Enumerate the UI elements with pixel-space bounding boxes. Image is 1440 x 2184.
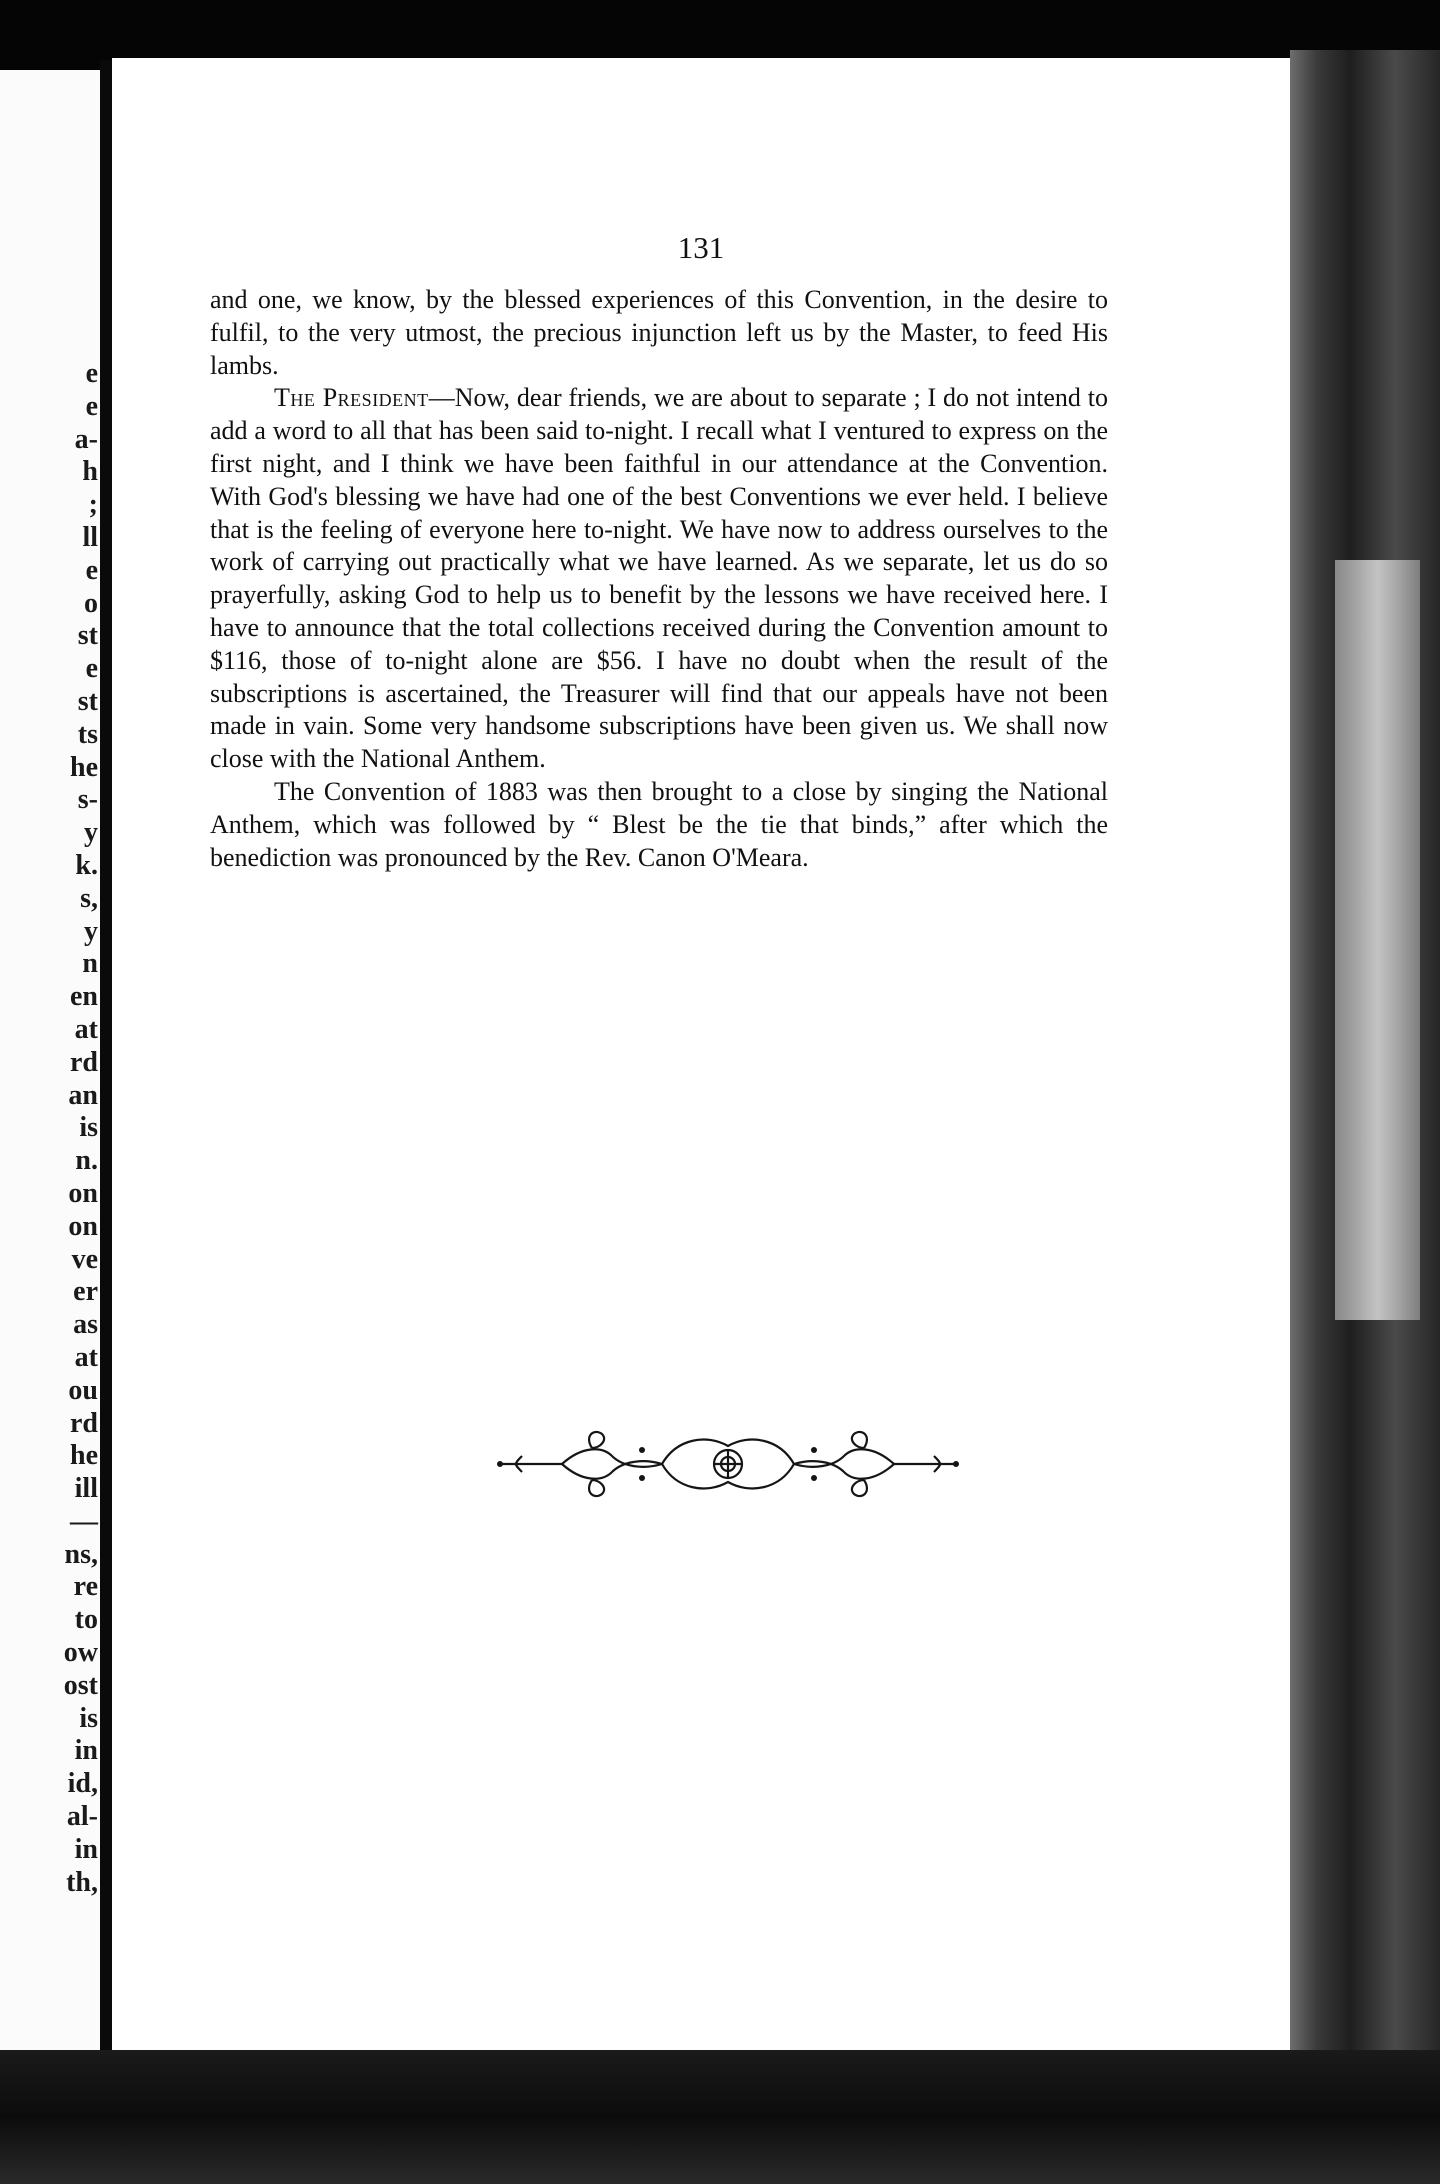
facing-page-line: e <box>85 653 98 685</box>
facing-page-line: s, <box>80 882 98 914</box>
facing-page-line: e <box>85 554 98 586</box>
facing-page-line: n <box>82 948 98 980</box>
facing-page-line: as <box>73 1309 98 1341</box>
facing-page-line: — <box>70 1505 98 1537</box>
facing-page-line: ; <box>88 489 98 521</box>
facing-page-line: ost <box>63 1669 98 1701</box>
facing-page-line: re <box>73 1571 98 1603</box>
facing-page-line: en <box>70 981 98 1013</box>
facing-page-line: rd <box>70 1046 98 1078</box>
paragraph-closing-remark: and one, we know, by the blessed experiences of this Convention, in the desire to fulfil, to the very utmost, the precious injunction left us by the Master, to feed His lambs. <box>210 285 1108 380</box>
facing-page-line: is <box>79 1702 98 1734</box>
facing-page-line: he <box>70 1440 98 1472</box>
book-page <box>112 58 1290 2056</box>
facing-page-line: y <box>84 915 98 947</box>
page-body <box>210 284 1108 874</box>
facing-page-line: st <box>77 685 98 717</box>
facing-page-line: ou <box>68 1374 98 1406</box>
scan-bottom-border <box>0 2050 1440 2184</box>
facing-page-line: in <box>74 1833 98 1865</box>
president-speech-text: —Now, dear friends, we are about to separate ; I do not intend to add a word to all that has been said to-night. I recall what I ventured to express on the first night, and I think we have been faithful in our attendance at the Convention. With God's blessing we have had one of the best Conventions we ever held. I believe that is the feeling of everyone here to-night. We have now to address ourselves to the work of carrying out practically what we have learned. As we separate, let us do so prayerfully, asking God to help us to benefit by the lessons we have received here. I have to announce that the total collections received during the Convention amount to $116, those of to-night alone are $56. I have no doubt when the result of the subscriptions is ascertained, the Treasurer will find that our appeals have not been made in vain. Some very handsome subscriptions have been given us. We shall now close with the National Anthem. <box>210 383 1108 774</box>
facing-page-line: is <box>79 1112 98 1144</box>
facing-page-line: he <box>70 751 98 783</box>
facing-page-line: st <box>77 620 98 652</box>
facing-page-line: o <box>84 587 98 619</box>
facing-page-line: to <box>74 1604 98 1636</box>
facing-page-line: an <box>68 1079 98 1111</box>
facing-page-line: h <box>82 456 98 488</box>
decorative-ornament-icon <box>492 1426 964 1502</box>
facing-page-line: n. <box>75 1145 98 1177</box>
facing-page-line: at <box>74 1013 98 1045</box>
facing-page-text <box>0 358 100 1899</box>
facing-page-line: ns, <box>64 1538 98 1570</box>
facing-page-line: on <box>68 1210 98 1242</box>
facing-page-line: al- <box>66 1801 98 1833</box>
facing-page-line: id, <box>67 1768 98 1800</box>
facing-page <box>0 70 105 2050</box>
facing-page-line: e <box>85 390 98 422</box>
facing-page-line: on <box>68 1177 98 1209</box>
facing-page-line: ve <box>71 1243 98 1275</box>
facing-page-line: th, <box>66 1866 98 1898</box>
facing-page-line: a- <box>74 423 98 455</box>
facing-page-line: er <box>73 1276 98 1308</box>
facing-page-line: k. <box>75 849 98 881</box>
facing-page-line: at <box>74 1341 98 1373</box>
facing-page-line: e <box>85 358 98 389</box>
speaker-name: The President <box>274 383 429 413</box>
page-number: 131 <box>677 230 725 265</box>
facing-page-line: in <box>74 1735 98 1767</box>
facing-page-line: ts <box>77 718 98 750</box>
facing-page-line: rd <box>70 1407 98 1439</box>
facing-page-line: ll <box>82 521 98 553</box>
paragraph-president-speech <box>210 382 1108 776</box>
facing-page-line: ill <box>74 1473 98 1505</box>
facing-page-line: y <box>84 817 98 849</box>
paragraph-convention-close: The Convention of 1883 was then brought to a close by singing the National Anthem, which was followed by “ Blest be the tie that binds,” after which the benediction was pronounced by the Rev. Canon O'Meara. <box>210 776 1108 872</box>
facing-page-line: ow <box>63 1637 98 1669</box>
facing-page-line: s- <box>77 784 98 816</box>
book-edge-highlight <box>1335 560 1420 1320</box>
